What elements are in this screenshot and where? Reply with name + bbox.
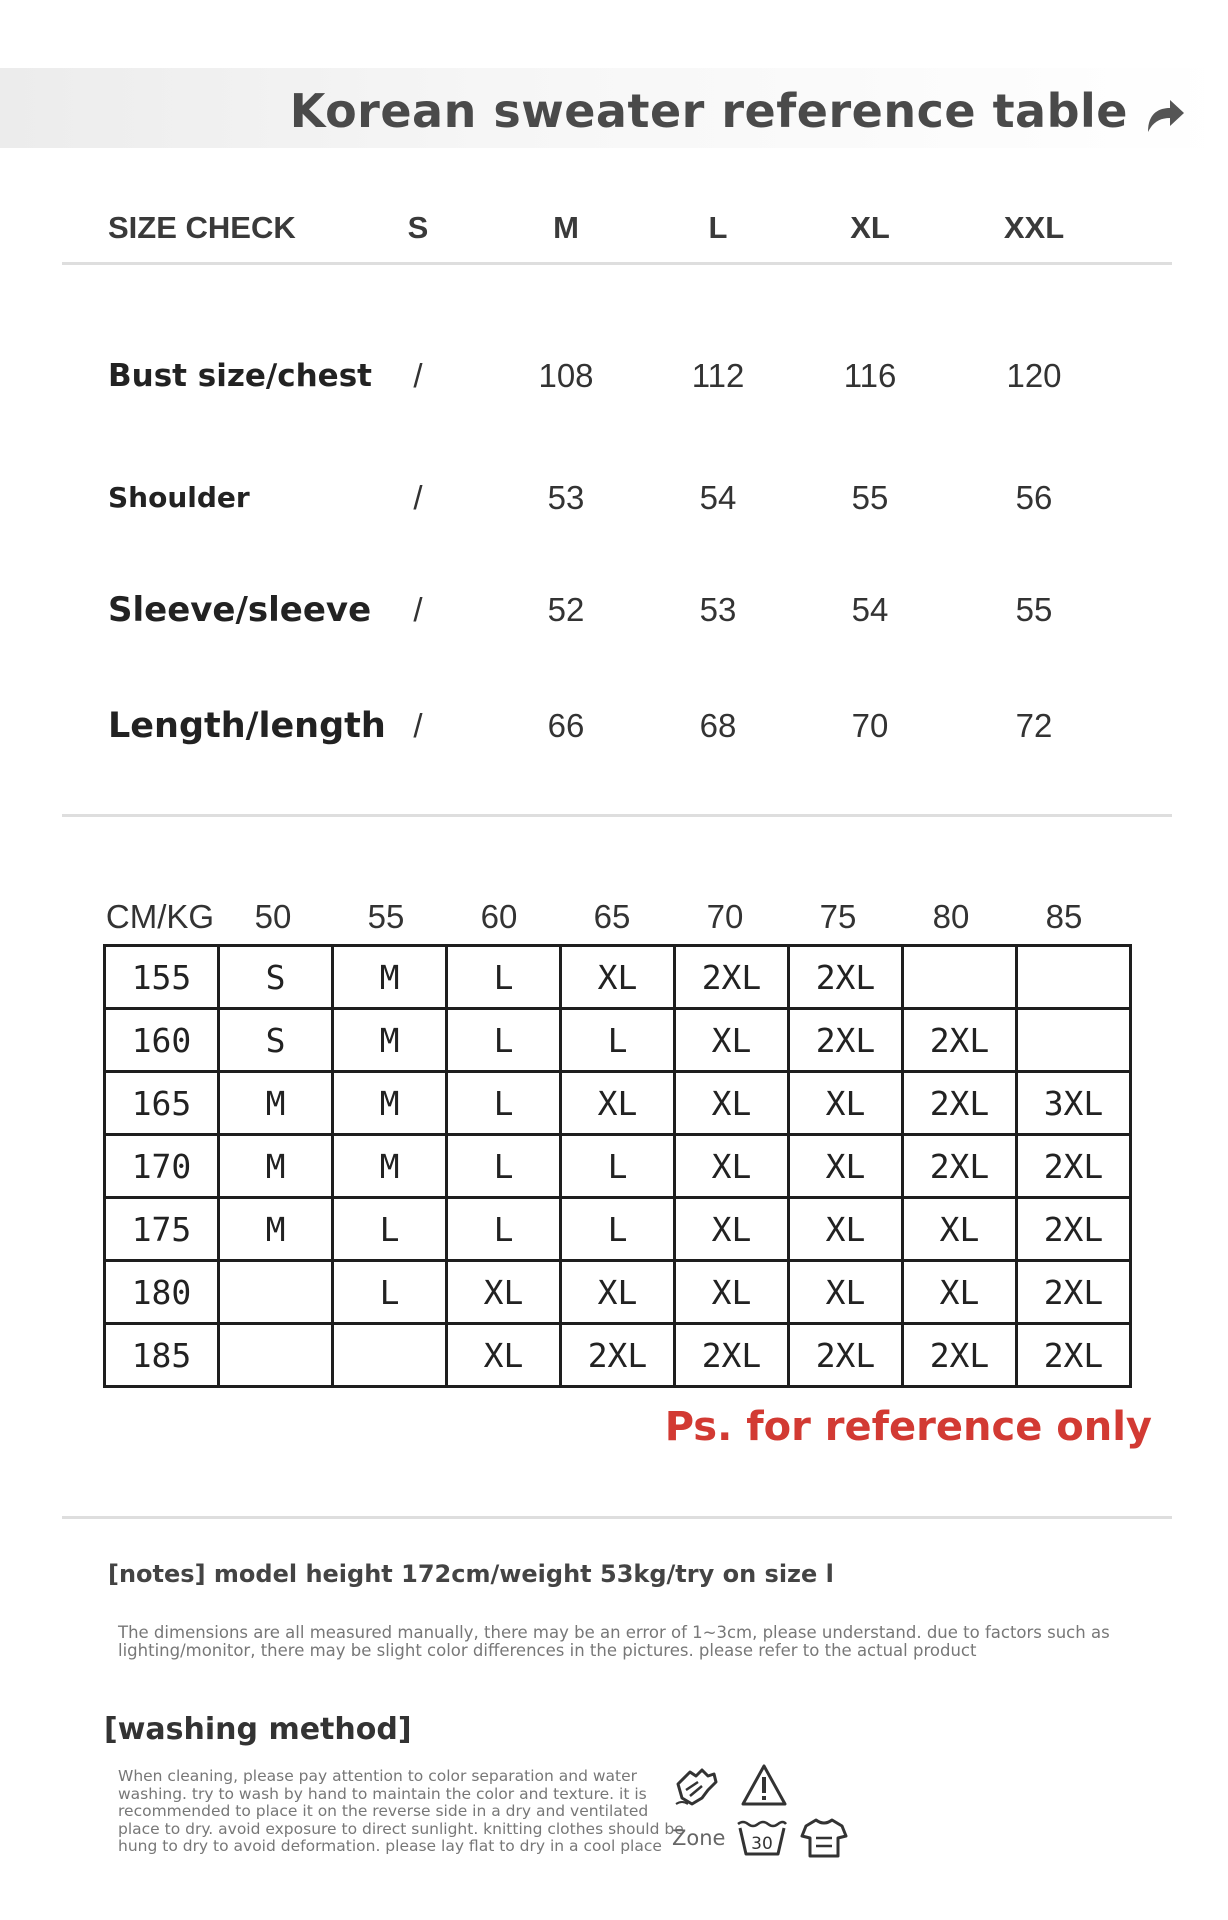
size-col-l: L (708, 210, 728, 245)
size-cell: XL (675, 1198, 789, 1261)
value-cell: 54 (851, 591, 889, 628)
table-row (105, 1324, 1131, 1387)
wash-30-icon (734, 1814, 790, 1860)
size-col-xl: XL (850, 210, 890, 245)
weight-header: 85 (1045, 898, 1083, 935)
size-cell: XL (789, 1072, 903, 1135)
size-cell: 2XL (561, 1324, 675, 1387)
weight-header: 70 (706, 898, 744, 935)
size-cell: 2XL (903, 1324, 1017, 1387)
weight-header: 55 (367, 898, 405, 935)
table-row (105, 1261, 1131, 1324)
warning-icon (740, 1762, 788, 1808)
divider (62, 814, 1172, 817)
divider (62, 262, 1172, 265)
size-cell: M (219, 1198, 333, 1261)
size-cell (219, 1324, 333, 1387)
measurement-row-length (0, 696, 1228, 756)
row-label: Length/length (108, 706, 386, 746)
weight-header: 65 (593, 898, 631, 935)
zone-label: Zone (672, 1826, 726, 1850)
size-cell: L (561, 1135, 675, 1198)
size-cell: L (447, 1135, 561, 1198)
page-title: Korean sweater reference table (289, 84, 1128, 138)
height-cell: 155 (105, 946, 219, 1009)
size-cell: 2XL (675, 1324, 789, 1387)
weight-header: 75 (819, 898, 857, 935)
size-cell: 2XL (1017, 1198, 1131, 1261)
size-cell: M (333, 1135, 447, 1198)
size-cell: XL (561, 1261, 675, 1324)
share-arrow-icon (1142, 92, 1188, 138)
value-cell: 66 (547, 707, 585, 744)
measurement-row-shoulder (0, 468, 1228, 528)
size-cell: 2XL (1017, 1135, 1131, 1198)
size-cell: XL (789, 1261, 903, 1324)
weight-header: 60 (480, 898, 518, 935)
size-cell: L (333, 1261, 447, 1324)
value-cell: / (413, 707, 423, 744)
size-cell: L (333, 1198, 447, 1261)
table-row (105, 1135, 1131, 1198)
height-cell: 180 (105, 1261, 219, 1324)
size-cell: XL (789, 1135, 903, 1198)
value-cell: 108 (538, 357, 594, 394)
height-cell: 185 (105, 1324, 219, 1387)
size-check-header (0, 198, 1228, 258)
size-cell: 2XL (1017, 1261, 1131, 1324)
size-cell: 2XL (789, 1009, 903, 1072)
size-cell (219, 1261, 333, 1324)
value-cell: 68 (699, 707, 737, 744)
size-cell: XL (447, 1261, 561, 1324)
height-cell: 170 (105, 1135, 219, 1198)
washing-instructions: When cleaning, please pay attention to color separation and water washing. try to wash by hand to maintain the color and texture. it is recommended to place it on the reverse side in a dry and ventilated place to dry. avoid exposure to direct sunlight. knitting clothes should be hung to dry to avoid deformation. please lay flat to dry in a cool place (118, 1767, 684, 1855)
row-label: Bust size/chest (108, 358, 372, 394)
size-col-s: S (407, 210, 429, 245)
size-cell: S (219, 946, 333, 1009)
size-cell: M (219, 1072, 333, 1135)
size-cell: L (447, 1198, 561, 1261)
weight-header: 80 (932, 898, 970, 935)
model-notes: [notes] model height 172cm/weight 53kg/try on size l (108, 1560, 834, 1588)
value-cell: 56 (1015, 479, 1053, 516)
size-cell: L (561, 1009, 675, 1072)
size-cell: XL (561, 1072, 675, 1135)
size-cell: 2XL (1017, 1324, 1131, 1387)
divider (62, 1516, 1172, 1519)
table-row (105, 1009, 1131, 1072)
measurement-row-bust (0, 346, 1228, 406)
size-cell: M (333, 1072, 447, 1135)
value-cell: 72 (1015, 707, 1053, 744)
value-cell: 116 (843, 357, 897, 394)
hand-wash-icon (672, 1764, 722, 1810)
weight-header: 50 (254, 898, 292, 935)
value-cell: 120 (1006, 357, 1062, 394)
size-check-label: SIZE CHECK (108, 210, 296, 245)
size-cell: XL (675, 1072, 789, 1135)
size-cell: L (447, 1009, 561, 1072)
size-cell: L (447, 1072, 561, 1135)
size-col-m: M (553, 210, 579, 245)
value-cell: / (413, 479, 423, 516)
value-cell: 55 (1015, 591, 1053, 628)
flat-dry-shirt-icon (800, 1816, 848, 1860)
size-cell: M (219, 1135, 333, 1198)
table-row (105, 1198, 1131, 1261)
size-cell: XL (903, 1198, 1017, 1261)
table-row (105, 946, 1131, 1009)
height-cell: 175 (105, 1198, 219, 1261)
height-cell: 160 (105, 1009, 219, 1072)
size-cell: L (561, 1198, 675, 1261)
size-cell: XL (561, 946, 675, 1009)
size-cell: XL (675, 1009, 789, 1072)
size-cell: 2XL (903, 1009, 1017, 1072)
washing-method-title: [washing method] (104, 1712, 412, 1747)
row-label: Sleeve/sleeve (108, 590, 372, 630)
measurement-row-sleeve (0, 580, 1228, 640)
size-cell: XL (789, 1198, 903, 1261)
value-cell: / (413, 591, 423, 628)
size-cell: XL (675, 1135, 789, 1198)
value-cell: 55 (851, 479, 889, 516)
size-cell: L (447, 946, 561, 1009)
value-cell: 70 (851, 707, 889, 744)
size-cell (1017, 946, 1131, 1009)
table-row (105, 1072, 1131, 1135)
value-cell: / (413, 357, 423, 394)
reference-note: Ps. for reference only (664, 1404, 1152, 1450)
size-cell (333, 1324, 447, 1387)
value-cell: 52 (547, 591, 585, 628)
value-cell: 53 (699, 591, 737, 628)
size-cell (903, 946, 1017, 1009)
size-col-xxl: XXL (1003, 210, 1065, 245)
size-recommendation-table (103, 944, 1132, 1388)
size-cell: 3XL (1017, 1072, 1131, 1135)
value-cell: 54 (699, 479, 737, 516)
measurement-disclaimer: The dimensions are all measured manually, there may be an error of 1~3cm, please understand. due to factors such as lighting/monitor, there may be slight color differences in the pictures. please refer to the actual product (118, 1623, 1110, 1660)
size-cell: 2XL (675, 946, 789, 1009)
grid-header (0, 887, 1228, 947)
grid-corner-label: CM/KG (105, 898, 215, 935)
size-cell: 2XL (903, 1072, 1017, 1135)
size-cell: M (333, 946, 447, 1009)
wash-temperature: 30 (751, 1834, 773, 1854)
size-cell: 2XL (903, 1135, 1017, 1198)
size-cell: 2XL (789, 1324, 903, 1387)
size-cell: XL (675, 1261, 789, 1324)
size-cell: XL (447, 1324, 561, 1387)
size-cell: M (333, 1009, 447, 1072)
size-cell: 2XL (789, 946, 903, 1009)
value-cell: 112 (691, 357, 745, 394)
size-cell (1017, 1009, 1131, 1072)
size-cell: S (219, 1009, 333, 1072)
size-cell: XL (903, 1261, 1017, 1324)
value-cell: 53 (547, 479, 585, 516)
height-cell: 165 (105, 1072, 219, 1135)
row-label: Shoulder (108, 481, 250, 514)
